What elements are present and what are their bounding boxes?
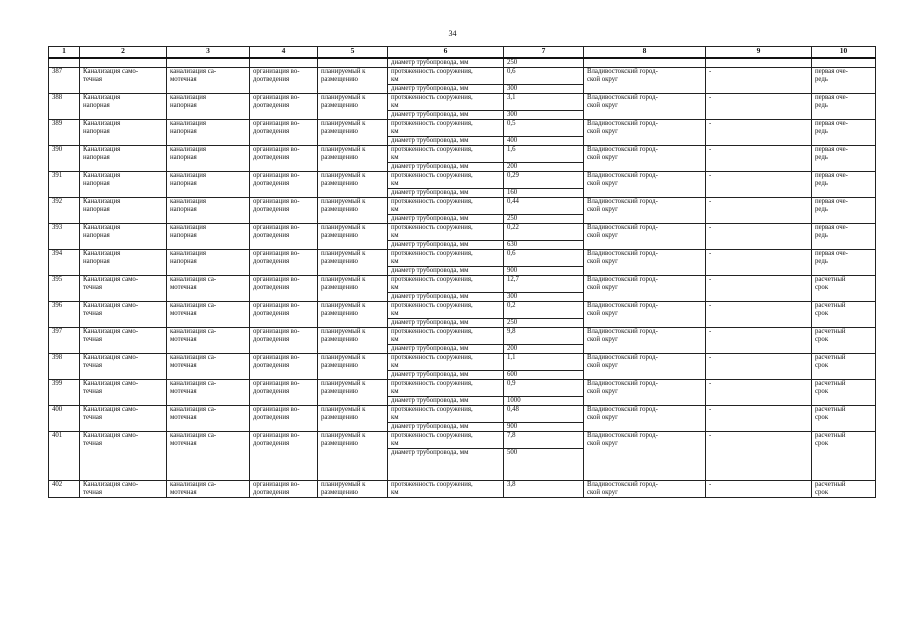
zone-cell: - [706, 68, 812, 94]
registry-table [48, 46, 876, 498]
param-cell: протяженность сооружения, км [388, 94, 504, 111]
stage-cell: первая оче- редь [812, 94, 876, 120]
object-type: канализация са- мотечная [167, 481, 250, 498]
object-status: планируемый к размещению [318, 146, 388, 172]
row-number: 397 [49, 328, 80, 354]
zone-cell: - [706, 120, 812, 146]
object-type: канализация са- мотечная [167, 380, 250, 406]
object-name: Канализация само- течная [80, 68, 167, 94]
location-cell: Владивостокский город- ской округ [584, 146, 706, 172]
zone-cell: - [706, 406, 812, 432]
col-header: 3 [167, 47, 250, 59]
col-header: 1 [49, 47, 80, 59]
table-row [49, 146, 876, 163]
param-cell: протяженность сооружения, км [388, 302, 504, 319]
object-status: планируемый к размещению [318, 354, 388, 380]
object-status: планируемый к размещению [318, 250, 388, 276]
object-name: Канализация само- течная [80, 380, 167, 406]
table-row [49, 120, 876, 137]
value-cell: 3,8 [504, 481, 584, 498]
param-cell: протяженность сооружения, км [388, 250, 504, 267]
object-status: планируемый к размещению [318, 120, 388, 146]
row-number: 392 [49, 198, 80, 224]
zone-cell: - [706, 94, 812, 120]
param-cell: диаметр трубопровода, мм [388, 58, 504, 68]
object-purpose: организация во- доотведения [250, 250, 318, 276]
zone-cell: - [706, 198, 812, 224]
param-cell: диаметр трубопровода, мм [388, 267, 504, 276]
col-header: 7 [504, 47, 584, 59]
object-name: Канализация само- течная [80, 328, 167, 354]
row-number: 398 [49, 354, 80, 380]
value-cell: 250 [504, 58, 584, 68]
object-name: Канализация само- течная [80, 302, 167, 328]
value-cell: 600 [504, 371, 584, 380]
object-purpose: организация во- доотведения [250, 432, 318, 481]
continuation-row [49, 58, 876, 68]
stage-cell: первая оче- редь [812, 120, 876, 146]
table-row [49, 432, 876, 449]
object-type: канализация са- мотечная [167, 354, 250, 380]
object-name: Канализация напорная [80, 94, 167, 120]
param-cell: диаметр трубопровода, мм [388, 189, 504, 198]
zone-cell: - [706, 276, 812, 302]
table-row [49, 276, 876, 293]
location-cell: Владивостокский город- ской округ [584, 68, 706, 94]
object-purpose: организация во- доотведения [250, 380, 318, 406]
object-type: канализация са- мотечная [167, 302, 250, 328]
location-cell: Владивостокский город- ской округ [584, 302, 706, 328]
stage-cell: расчетный срок [812, 302, 876, 328]
param-cell: диаметр трубопровода, мм [388, 345, 504, 354]
value-cell: 900 [504, 267, 584, 276]
object-purpose: организация во- доотведения [250, 94, 318, 120]
location-cell: Владивостокский город- ской округ [584, 172, 706, 198]
location-cell: Владивостокский город- ской округ [584, 250, 706, 276]
stage-cell: расчетный срок [812, 432, 876, 481]
location-cell: Владивостокский город- ской округ [584, 198, 706, 224]
col-header: 6 [388, 47, 504, 59]
zone-cell: - [706, 172, 812, 198]
param-cell: диаметр трубопровода, мм [388, 397, 504, 406]
param-cell: протяженность сооружения, км [388, 406, 504, 423]
row-number: 390 [49, 146, 80, 172]
object-type: канализация напорная [167, 250, 250, 276]
object-type: канализация напорная [167, 94, 250, 120]
row-number: 388 [49, 94, 80, 120]
stage-cell: расчетный срок [812, 380, 876, 406]
object-purpose: организация во- доотведения [250, 406, 318, 432]
value-cell: 0,6 [504, 250, 584, 267]
object-type: канализация са- мотечная [167, 432, 250, 481]
row-number: 393 [49, 224, 80, 250]
row-number: 391 [49, 172, 80, 198]
object-status: планируемый к размещению [318, 302, 388, 328]
value-cell: 200 [504, 163, 584, 172]
col-header: 4 [250, 47, 318, 59]
location-cell: Владивостокский город- ской округ [584, 406, 706, 432]
param-cell: протяженность сооружения, км [388, 432, 504, 449]
row-number: 387 [49, 68, 80, 94]
table-row [49, 328, 876, 345]
value-cell: 1,1 [504, 354, 584, 371]
object-status: планируемый к размещению [318, 172, 388, 198]
object-name: Канализация напорная [80, 120, 167, 146]
param-cell: диаметр трубопровода, мм [388, 449, 504, 481]
location-cell: Владивостокский город- ской округ [584, 120, 706, 146]
object-purpose: организация во- доотведения [250, 302, 318, 328]
value-cell: 300 [504, 85, 584, 94]
value-cell: 400 [504, 137, 584, 146]
object-type: канализация напорная [167, 224, 250, 250]
object-status: планируемый к размещению [318, 224, 388, 250]
param-cell: диаметр трубопровода, мм [388, 371, 504, 380]
table-row [49, 94, 876, 111]
param-cell: протяженность сооружения, км [388, 68, 504, 85]
table-row [49, 302, 876, 319]
stage-cell: расчетный срок [812, 328, 876, 354]
param-cell: диаметр трубопровода, мм [388, 241, 504, 250]
param-cell: протяженность сооружения, км [388, 120, 504, 137]
stage-cell: первая оче- редь [812, 172, 876, 198]
object-status: планируемый к размещению [318, 380, 388, 406]
value-cell: 250 [504, 215, 584, 224]
object-name: Канализация само- течная [80, 481, 167, 498]
param-cell: диаметр трубопровода, мм [388, 319, 504, 328]
value-cell: 0,6 [504, 68, 584, 85]
object-status: планируемый к размещению [318, 94, 388, 120]
object-purpose: организация во- доотведения [250, 354, 318, 380]
table-row [49, 198, 876, 215]
stage-cell: расчетный срок [812, 481, 876, 498]
param-cell: протяженность сооружения, км [388, 481, 504, 498]
object-name: Канализация напорная [80, 172, 167, 198]
table-row [49, 172, 876, 189]
param-cell: протяженность сооружения, км [388, 276, 504, 293]
location-cell: Владивостокский город- ской округ [584, 94, 706, 120]
param-cell: диаметр трубопровода, мм [388, 85, 504, 94]
object-type: канализация напорная [167, 172, 250, 198]
zone-cell: - [706, 224, 812, 250]
location-cell: Владивостокский город- ской округ [584, 481, 706, 498]
object-name: Канализация само- течная [80, 432, 167, 481]
object-status: планируемый к размещению [318, 328, 388, 354]
value-cell: 9,8 [504, 328, 584, 345]
param-cell: диаметр трубопровода, мм [388, 423, 504, 432]
param-cell: диаметр трубопровода, мм [388, 215, 504, 224]
table-row [49, 354, 876, 371]
col-header: 10 [812, 47, 876, 59]
object-purpose: организация во- доотведения [250, 198, 318, 224]
object-type: канализация напорная [167, 198, 250, 224]
table-row [49, 481, 876, 498]
location-cell: Владивостокский город- ской округ [584, 328, 706, 354]
value-cell: 7,8 [504, 432, 584, 449]
object-name: Канализация само- течная [80, 406, 167, 432]
value-cell: 0,2 [504, 302, 584, 319]
zone-cell: - [706, 302, 812, 328]
value-cell: 0,5 [504, 120, 584, 137]
row-number: 396 [49, 302, 80, 328]
value-cell: 300 [504, 111, 584, 120]
value-cell: 300 [504, 293, 584, 302]
col-header: 9 [706, 47, 812, 59]
value-cell: 630 [504, 241, 584, 250]
object-purpose: организация во- доотведения [250, 172, 318, 198]
object-type: канализация напорная [167, 120, 250, 146]
object-name: Канализация напорная [80, 224, 167, 250]
object-purpose: организация во- доотведения [250, 120, 318, 146]
param-cell: диаметр трубопровода, мм [388, 137, 504, 146]
col-header: 8 [584, 47, 706, 59]
object-status: планируемый к размещению [318, 481, 388, 498]
value-cell: 0,44 [504, 198, 584, 215]
param-cell: протяженность сооружения, км [388, 172, 504, 189]
row-number: 389 [49, 120, 80, 146]
object-purpose: организация во- доотведения [250, 146, 318, 172]
object-status: планируемый к размещению [318, 68, 388, 94]
header-row [49, 47, 876, 59]
table-row [49, 68, 876, 85]
zone-cell: - [706, 432, 812, 481]
object-purpose: организация во- доотведения [250, 224, 318, 250]
param-cell: протяженность сооружения, км [388, 354, 504, 371]
page-number: 34 [448, 29, 457, 38]
object-name: Канализация напорная [80, 198, 167, 224]
object-type: канализация напорная [167, 146, 250, 172]
location-cell: Владивостокский город- ской округ [584, 354, 706, 380]
object-status: планируемый к размещению [318, 432, 388, 481]
object-name: Канализация напорная [80, 146, 167, 172]
table-row [49, 224, 876, 241]
row-number: 400 [49, 406, 80, 432]
stage-cell: расчетный срок [812, 276, 876, 302]
param-cell: протяженность сооружения, км [388, 146, 504, 163]
row-number: 399 [49, 380, 80, 406]
param-cell: протяженность сооружения, км [388, 328, 504, 345]
object-name: Канализация напорная [80, 250, 167, 276]
col-header: 2 [80, 47, 167, 59]
row-number: 394 [49, 250, 80, 276]
stage-cell: первая оче- редь [812, 224, 876, 250]
object-type: канализация са- мотечная [167, 406, 250, 432]
zone-cell: - [706, 328, 812, 354]
table-body [49, 58, 876, 498]
stage-cell: первая оче- редь [812, 250, 876, 276]
location-cell: Владивостокский город- ской округ [584, 380, 706, 406]
param-cell: протяженность сооружения, км [388, 380, 504, 397]
object-name: Канализация само- течная [80, 276, 167, 302]
object-purpose: организация во- доотведения [250, 68, 318, 94]
object-name: Канализация само- течная [80, 354, 167, 380]
value-cell: 12,7 [504, 276, 584, 293]
object-type: канализация са- мотечная [167, 276, 250, 302]
value-cell: 1,6 [504, 146, 584, 163]
stage-cell: первая оче- редь [812, 198, 876, 224]
param-cell: диаметр трубопровода, мм [388, 163, 504, 172]
value-cell: 3,1 [504, 94, 584, 111]
value-cell: 0,48 [504, 406, 584, 423]
object-purpose: организация во- доотведения [250, 276, 318, 302]
value-cell: 500 [504, 449, 584, 481]
object-status: планируемый к размещению [318, 406, 388, 432]
object-type: канализация са- мотечная [167, 328, 250, 354]
zone-cell: - [706, 354, 812, 380]
stage-cell: расчетный срок [812, 406, 876, 432]
location-cell: Владивостокский город- ской округ [584, 224, 706, 250]
zone-cell: - [706, 380, 812, 406]
object-status: планируемый к размещению [318, 198, 388, 224]
col-header: 5 [318, 47, 388, 59]
table-row [49, 406, 876, 423]
param-cell: диаметр трубопровода, мм [388, 293, 504, 302]
param-cell: протяженность сооружения, км [388, 198, 504, 215]
value-cell: 200 [504, 345, 584, 354]
stage-cell: первая оче- редь [812, 68, 876, 94]
value-cell: 0,9 [504, 380, 584, 397]
table-row [49, 380, 876, 397]
stage-cell: первая оче- редь [812, 146, 876, 172]
object-type: канализация са- мотечная [167, 68, 250, 94]
row-number: 401 [49, 432, 80, 481]
value-cell: 0,29 [504, 172, 584, 189]
value-cell: 1000 [504, 397, 584, 406]
object-purpose: организация во- доотведения [250, 328, 318, 354]
location-cell: Владивостокский город- ской округ [584, 276, 706, 302]
row-number: 402 [49, 481, 80, 498]
zone-cell: - [706, 250, 812, 276]
value-cell: 0,22 [504, 224, 584, 241]
value-cell: 900 [504, 423, 584, 432]
zone-cell: - [706, 481, 812, 498]
value-cell: 250 [504, 319, 584, 328]
object-status: планируемый к размещению [318, 276, 388, 302]
location-cell: Владивостокский город- ской округ [584, 432, 706, 481]
param-cell: протяженность сооружения, км [388, 224, 504, 241]
zone-cell: - [706, 146, 812, 172]
value-cell: 160 [504, 189, 584, 198]
table-row [49, 250, 876, 267]
param-cell: диаметр трубопровода, мм [388, 111, 504, 120]
object-purpose: организация во- доотведения [250, 481, 318, 498]
row-number: 395 [49, 276, 80, 302]
stage-cell: расчетный срок [812, 354, 876, 380]
